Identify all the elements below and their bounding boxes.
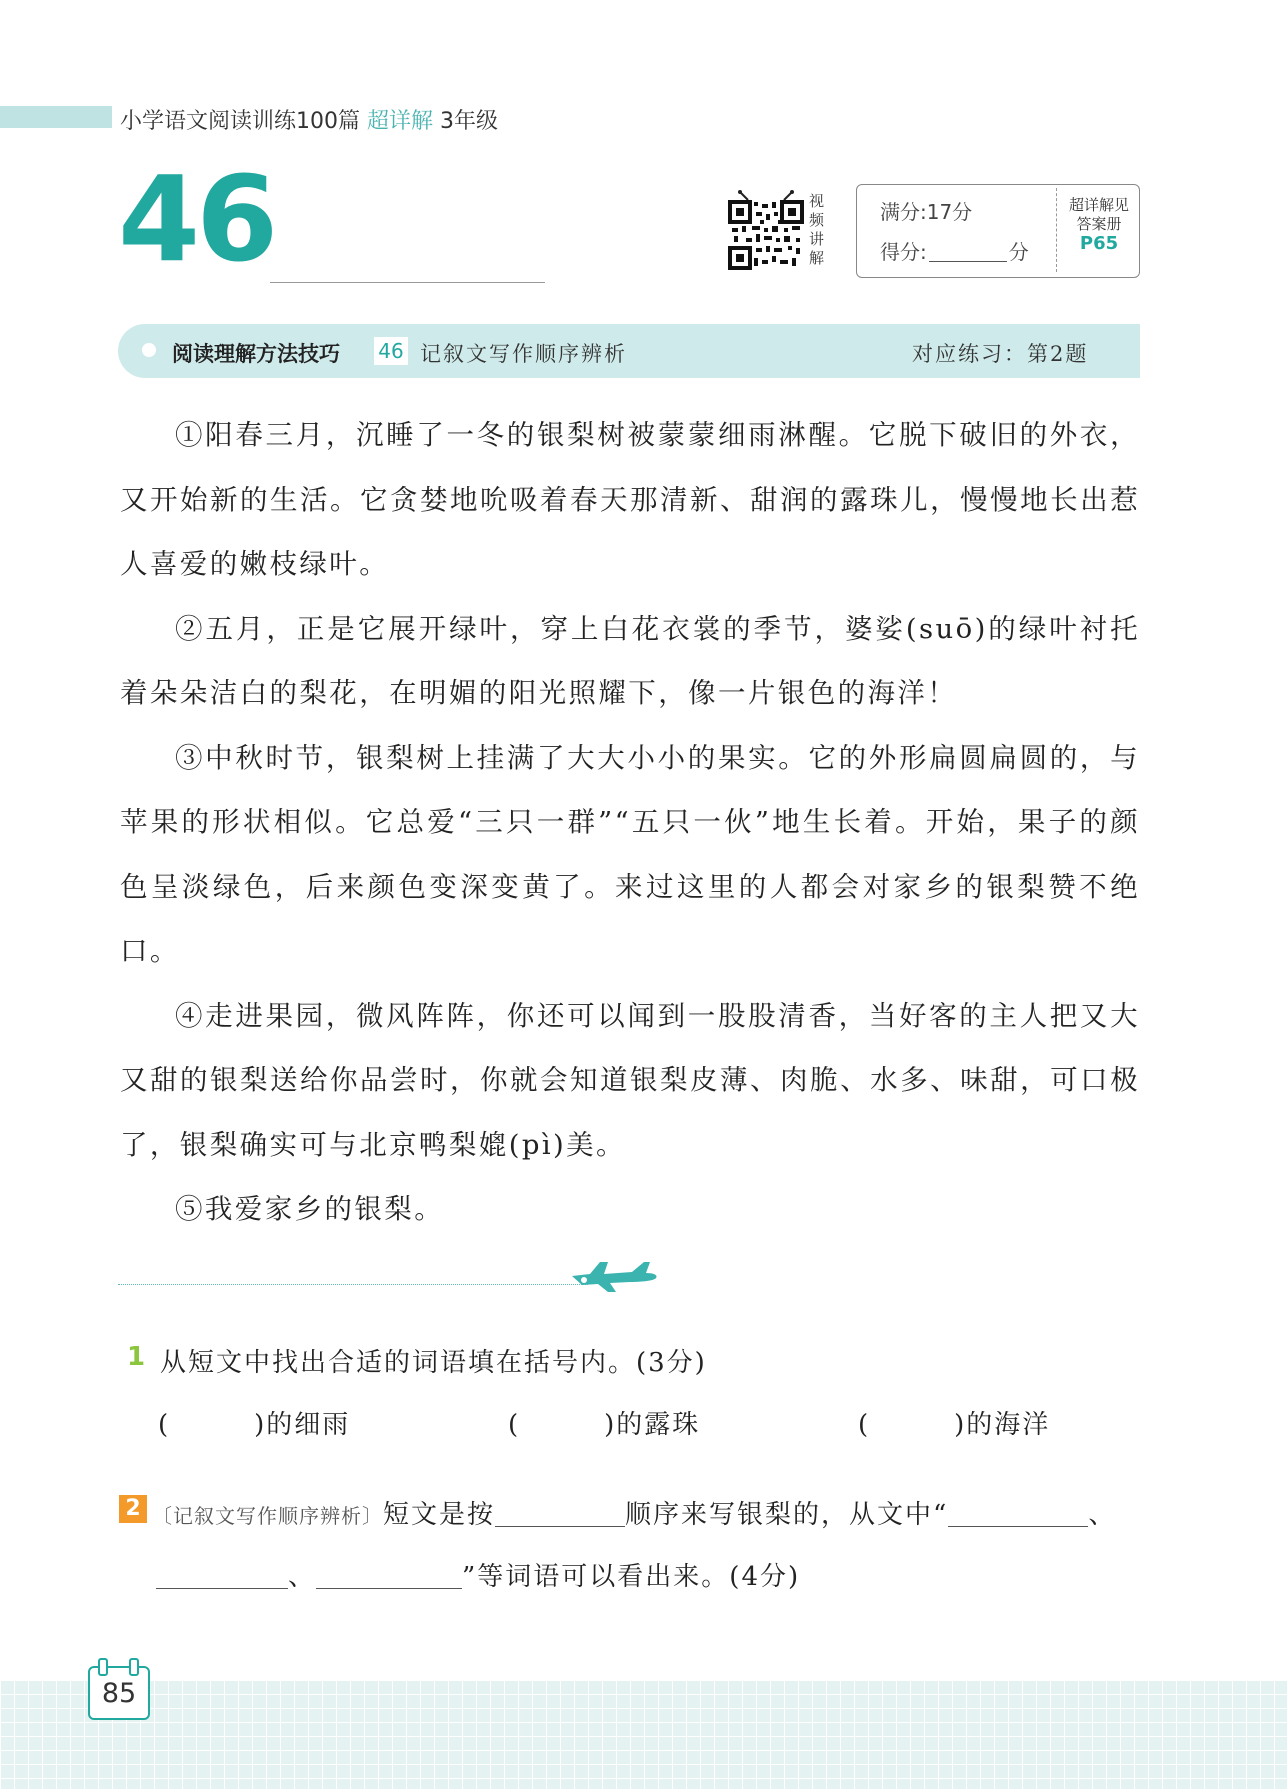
qr-code-icon[interactable] (726, 190, 806, 272)
book-title: 小学语文阅读训练100篇 (120, 109, 360, 134)
lesson-title-line (270, 282, 545, 283)
question-2-sep-1: 、 (1088, 1500, 1117, 1530)
question-1-blank-2[interactable]: ( )的露珠 (508, 1410, 701, 1440)
question-2-blank-word-3[interactable] (316, 1564, 462, 1589)
page-number: 85 (101, 1678, 137, 1709)
got-score-label: 得分: (880, 240, 927, 264)
book-header (120, 104, 498, 135)
score-input-line[interactable] (929, 243, 1007, 262)
answer-ref-line1: 超详解见 (1068, 196, 1129, 214)
paragraph-2: ②五月，正是它展开绿叶，穿上白花衣裳的季节，婆娑(suō)的绿叶衬托着朵朵洁白的梨花，在明媚的阳光照耀下，像一片银色的海洋！ (120, 612, 1140, 709)
lesson-number: 46 (118, 150, 275, 288)
question-2-text-b: 顺序来写银梨的，从文中“ (625, 1500, 949, 1530)
method-title: 阅读理解方法技巧 (172, 342, 340, 366)
header-accent-bar (0, 106, 112, 128)
question-2-blank-word-2[interactable] (156, 1564, 288, 1589)
method-topic: 记叙文写作顺序辨析 (420, 342, 627, 366)
answer-ref-line2: 答案册 (1076, 215, 1122, 233)
question-2-sep-2: 、 (288, 1562, 317, 1592)
answer-reference (1060, 196, 1138, 253)
footer-grid (0, 1680, 1287, 1789)
question-1-prompt: 从短文中找出合适的词语填在括号内。(3分) (160, 1348, 707, 1378)
paragraph-1: ①阳春三月，沉睡了一冬的银梨树被蒙蒙细雨淋醒。它脱下破旧的外衣，又开始新的生活。它贪婪地吮吸着春天那清新、甜润的露珠儿，慢慢地长出惹人喜爱的嫩枝绿叶。 (120, 419, 1140, 580)
reading-passage (120, 403, 1140, 1242)
answer-ref-page: P65 (1079, 233, 1119, 254)
got-score (880, 236, 1029, 265)
question-2-line-1 (152, 1494, 1116, 1531)
question-2-text-a: 短文是按 (383, 1500, 496, 1530)
section-divider (118, 1284, 588, 1285)
full-score: 满分:17分 (880, 200, 973, 224)
banner-dot-icon (142, 343, 156, 357)
paragraph-5: ⑤我爱家乡的银梨。 (175, 1193, 445, 1225)
book-highlight: 超详解 (367, 109, 434, 134)
question-1-blank-1[interactable]: ( )的细雨 (158, 1410, 351, 1440)
qr-video-label: 视频讲解 (809, 192, 825, 267)
question-2-blank-order[interactable] (495, 1502, 625, 1527)
calendar-ring-icon (98, 1658, 108, 1676)
got-score-unit: 分 (1008, 240, 1029, 264)
question-2-blank-word-1[interactable] (948, 1502, 1088, 1527)
question-2-text-c: ”等词语可以看出来。(4分) (462, 1562, 801, 1592)
method-number: 46 (374, 337, 408, 365)
score-divider (1056, 188, 1057, 272)
question-2-tag: 〔记叙文写作顺序辨析〕 (152, 1504, 383, 1528)
paragraph-3: ③中秋时节，银梨树上挂满了大大小小的果实。它的外形扁圆扁圆的，与苹果的形状相似。它总爱“三只一群”“五只一伙”地生长着。开始，果子的颜色呈淡绿色，后来颜色变深变黄了。来过这里的人都会对家乡的银梨赞不绝口。 (120, 741, 1140, 967)
method-practice: 对应练习：第2题 (912, 342, 1089, 366)
question-1-number: 1 (127, 1342, 146, 1372)
question-1-blank-3[interactable]: ( )的海洋 (858, 1410, 1051, 1440)
airplane-icon (570, 1254, 660, 1294)
grade-label: 3年级 (440, 109, 499, 134)
paragraph-4: ④走进果园，微风阵阵，你还可以闻到一股股清香，当好客的主人把又大又甜的银梨送给你品尝时，你就会知道银梨皮薄、肉脆、水多、味甜，可口极了，银梨确实可与北京鸭梨媲(pì)美。 (120, 999, 1140, 1161)
question-2-number: 2 (119, 1495, 147, 1523)
question-2-line-2 (156, 1556, 800, 1593)
calendar-ring-icon (129, 1658, 139, 1676)
